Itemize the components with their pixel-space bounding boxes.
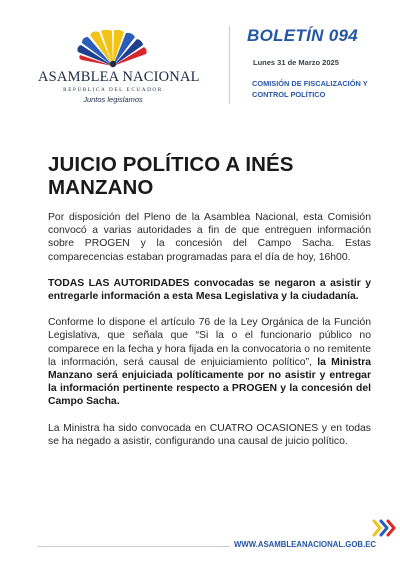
commission-name: COMISIÓN DE FISCALIZACIÓN Y CONTROL POLÍTICO	[252, 79, 368, 99]
asamblea-logo	[38, 30, 200, 110]
header-divider	[229, 26, 230, 104]
paragraph-3-text: Conforme lo dispone el artículo 76 de la Ley Orgánica de la Función Legislativa, que señala que “Si la o el funcionario público no comparece en la fecha y hora fijada en la convocatoria o no remitente la información, será causal de enjuiciamiento político”,	[48, 317, 371, 368]
paragraph-3-bold: la Ministra Manzano será enjuiciada políticamente por no asistir y entregar la información pertinente respecto a PROGEN y la concesión del Campo Sacha.	[48, 356, 372, 408]
bulletin-date: Lunes 31 de Marzo 2025	[253, 58, 339, 67]
paragraph-1: Por disposición del Pleno de la Asamblea Nacional, esta Comisión convocó a varias autoridades a fin de que entreguen información sobre PROGEN y la concesión del Campo Sacha. Estas comparecencias estaban programadas para el día de hoy, 16h00.	[48, 212, 371, 263]
condor-logo-icon	[72, 30, 154, 68]
chevrons-icon	[372, 519, 396, 537]
paragraph-3	[48, 316, 371, 408]
paragraph-2	[48, 277, 371, 303]
logo-tagline: Juntos legislamos	[83, 95, 143, 104]
bulletin-body	[48, 211, 371, 461]
logo-name: ASAMBLEA NACIONAL	[38, 69, 200, 85]
page-title: JUICIO POLÍTICO A INÉS MANZANO	[48, 153, 294, 199]
paragraph-2-bold: TODAS LAS AUTORIDADES convocadas se negaron a asistir y entregarle información a esta Mesa Legislativa y la ciudadanía.	[48, 277, 371, 303]
website-link[interactable]: WWW.ASAMBLEANACIONAL.GOB.EC	[230, 540, 380, 549]
paragraph-4: La Ministra ha sido convocada en CUATRO OCASIONES y en todas se ha negado a asistir, configurando una causal de juicio político.	[48, 422, 371, 447]
logo-subtitle: REPÚBLICA DEL ECUADOR	[63, 87, 163, 93]
bulletin-number: BOLETÍN 094	[247, 26, 358, 45]
